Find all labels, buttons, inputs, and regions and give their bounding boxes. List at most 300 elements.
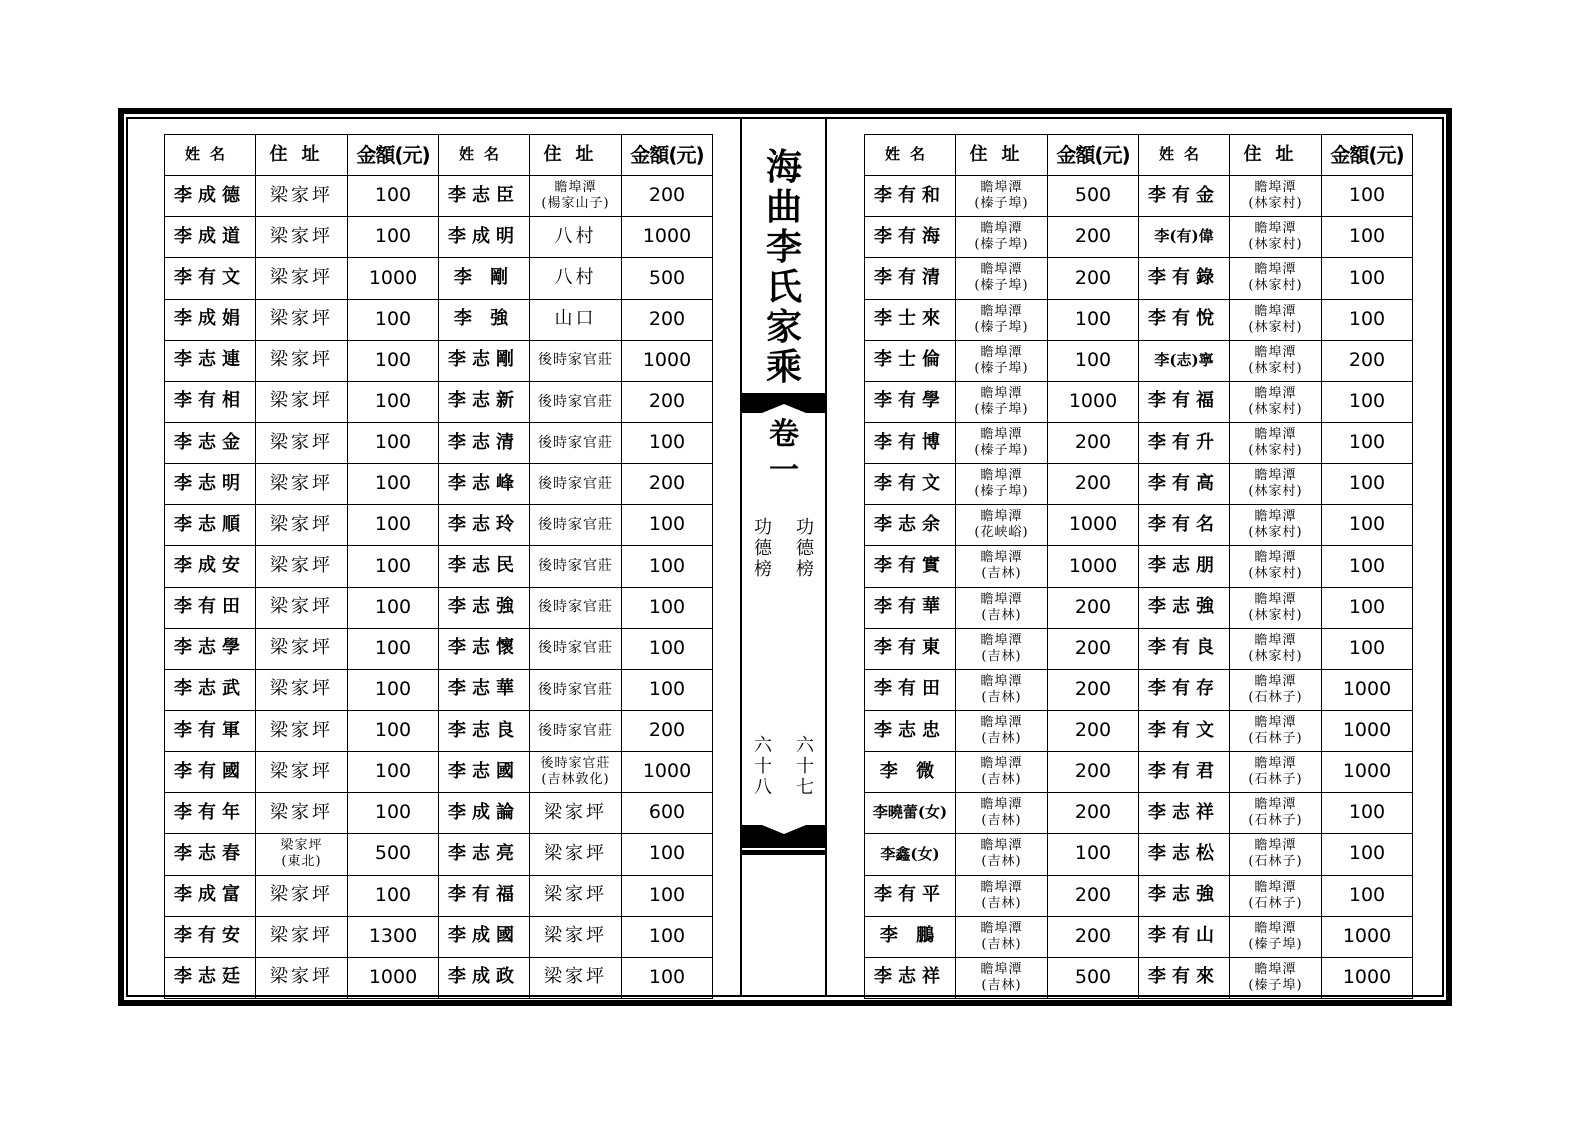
- donor-name: 李志連: [165, 340, 256, 381]
- donor-name: 李有山: [1139, 916, 1230, 957]
- header-row: [865, 135, 1413, 176]
- header-name: 姓名: [165, 135, 256, 176]
- address-cell: 梁家坪: [530, 916, 622, 957]
- donation-amount: 100: [1322, 546, 1413, 587]
- donor-name: 李有東: [865, 628, 956, 669]
- address-subline: (石林子): [1248, 689, 1303, 705]
- left-section-label: [752, 517, 774, 580]
- address-cell: 八村: [530, 217, 622, 258]
- donation-amount: 200: [622, 381, 713, 422]
- table-row: [865, 546, 1413, 587]
- volume-label: [742, 417, 826, 489]
- donation-amount: 100: [1322, 464, 1413, 505]
- address-line: 瞻埠潭: [1254, 797, 1297, 813]
- address-cell: [956, 875, 1048, 916]
- table-row: [165, 176, 713, 217]
- address-subline: (林家村): [1248, 237, 1303, 253]
- label-char: 德: [754, 538, 772, 559]
- donation-amount: 100: [622, 628, 713, 669]
- donor-name: 李成道: [165, 217, 256, 258]
- donation-amount: 500: [622, 258, 713, 299]
- donation-amount: 1000: [1048, 505, 1139, 546]
- address-line: 瞻埠潭: [980, 550, 1023, 566]
- address-line: 瞻埠潭: [1254, 879, 1297, 895]
- donation-amount: 1000: [622, 752, 713, 793]
- donor-name: 李成國: [439, 916, 530, 957]
- donor-name: 李有田: [165, 587, 256, 628]
- address-subline: (吉林): [981, 813, 1022, 829]
- donor-name: 李成安: [165, 546, 256, 587]
- donor-name: 李有軍: [165, 710, 256, 751]
- donor-name: 李成政: [439, 957, 530, 998]
- address-line: 瞻埠潭: [980, 427, 1023, 443]
- spine-title-char: 乘: [765, 346, 802, 388]
- address-subline: (吉林): [981, 854, 1022, 870]
- donation-amount: 200: [622, 710, 713, 751]
- address-cell: [956, 340, 1048, 381]
- address-line: 瞻埠潭: [1254, 468, 1297, 484]
- address-cell: 後時家官莊: [530, 546, 622, 587]
- address-subline: (榛子埠): [974, 484, 1029, 500]
- donation-amount: 100: [622, 669, 713, 710]
- address-subline: (吉林): [981, 566, 1022, 582]
- page-num-char: 六: [796, 735, 814, 756]
- address-cell: [1230, 381, 1322, 422]
- donation-amount: 100: [348, 628, 439, 669]
- donor-name: 李有平: [865, 875, 956, 916]
- address-subline: (吉林): [981, 731, 1022, 747]
- address-subline: (林家村): [1248, 607, 1303, 623]
- address-cell: [956, 793, 1048, 834]
- donation-amount: 100: [622, 957, 713, 998]
- donation-amount: 100: [1322, 834, 1413, 875]
- page-num-char: 六: [754, 735, 772, 756]
- donation-amount: 200: [1048, 628, 1139, 669]
- header-address: 住址: [956, 135, 1048, 176]
- address-line: 瞻埠潭: [1254, 303, 1297, 319]
- donation-amount: 100: [348, 587, 439, 628]
- address-cell: 梁家坪: [256, 793, 348, 834]
- donation-amount: 100: [348, 669, 439, 710]
- donor-name: 李成德: [165, 176, 256, 217]
- address-subline: (吉林): [981, 977, 1022, 993]
- address-line: 瞻埠潭: [1254, 715, 1297, 731]
- donation-amount: 100: [1322, 217, 1413, 258]
- donation-amount: 600: [622, 793, 713, 834]
- header-row: [165, 135, 713, 176]
- donor-name: 李志朋: [1139, 546, 1230, 587]
- address-cell: 梁家坪: [256, 669, 348, 710]
- table-row: [865, 299, 1413, 340]
- donor-name: 李志武: [165, 669, 256, 710]
- address-cell: [956, 710, 1048, 751]
- table-row: [865, 957, 1413, 998]
- address-cell: [1230, 834, 1322, 875]
- donor-name: 李有錄: [1139, 258, 1230, 299]
- table-row: [865, 669, 1413, 710]
- donation-amount: 100: [622, 587, 713, 628]
- donation-amount: 100: [1322, 793, 1413, 834]
- donation-amount: 100: [1322, 258, 1413, 299]
- donor-name: 李有年: [165, 793, 256, 834]
- donation-amount: 100: [1322, 176, 1413, 217]
- address-subline: (林家村): [1248, 360, 1303, 376]
- donor-name: 李志國: [439, 752, 530, 793]
- donor-name: 李志華: [439, 669, 530, 710]
- address-subline: (林家村): [1248, 566, 1303, 582]
- donor-name: 李志忠: [865, 710, 956, 751]
- address-cell: 後時家官莊: [530, 340, 622, 381]
- address-cell: [530, 176, 622, 217]
- address-cell: 梁家坪: [256, 176, 348, 217]
- donor-name: 李志玲: [439, 505, 530, 546]
- table-row: [865, 217, 1413, 258]
- address-cell: [956, 916, 1048, 957]
- spine-title-char: 李: [765, 226, 802, 268]
- right-page-number: [794, 735, 816, 798]
- address-cell: [1230, 505, 1322, 546]
- address-cell: 八村: [530, 258, 622, 299]
- donor-name: 李志新: [439, 381, 530, 422]
- donation-amount: 500: [348, 834, 439, 875]
- address-subline: (石林子): [1248, 813, 1303, 829]
- header-amount: 金額(元): [622, 135, 713, 176]
- address-cell: [956, 422, 1048, 463]
- address-cell: [956, 258, 1048, 299]
- donation-amount: 1000: [1322, 957, 1413, 998]
- donation-amount: 200: [1048, 752, 1139, 793]
- donor-name: 李有田: [865, 669, 956, 710]
- header-name: 姓名: [1139, 135, 1230, 176]
- donation-amount: 100: [622, 422, 713, 463]
- donation-amount: 200: [1048, 916, 1139, 957]
- donor-name: 李有實: [865, 546, 956, 587]
- address-line: 瞻埠潭: [980, 509, 1023, 525]
- address-cell: [956, 669, 1048, 710]
- table-row: [865, 340, 1413, 381]
- donation-amount: 1000: [1322, 916, 1413, 957]
- table-row: [865, 505, 1413, 546]
- label-char: 榜: [754, 559, 772, 580]
- donor-name: 李士倫: [865, 340, 956, 381]
- address-cell: [956, 628, 1048, 669]
- label-char: 功: [754, 517, 772, 538]
- address-line: 瞻埠潭: [980, 180, 1023, 196]
- spine-band-top: [742, 393, 826, 413]
- donation-amount: 100: [1322, 505, 1413, 546]
- donation-amount: 1000: [1322, 669, 1413, 710]
- address-subline: (吉林): [981, 772, 1022, 788]
- header-amount: 金額(元): [1048, 135, 1139, 176]
- donor-name: 李成富: [165, 875, 256, 916]
- donation-amount: 200: [622, 464, 713, 505]
- table-row: [165, 587, 713, 628]
- volume-char: 一: [769, 453, 799, 488]
- header-amount: 金額(元): [348, 135, 439, 176]
- address-line: 瞻埠潭: [980, 468, 1023, 484]
- address-cell: [956, 464, 1048, 505]
- spine-title-char: 曲: [765, 186, 802, 228]
- donation-amount: 1000: [622, 217, 713, 258]
- donor-name: 李志剛: [439, 340, 530, 381]
- donation-amount: 100: [348, 299, 439, 340]
- address-subline: (榛子埠): [974, 443, 1029, 459]
- address-line: 瞻埠潭: [980, 879, 1023, 895]
- address-subline: (榛子埠): [974, 401, 1029, 417]
- donor-name: 李有相: [165, 381, 256, 422]
- donation-amount: 1000: [1048, 546, 1139, 587]
- address-cell: [956, 957, 1048, 998]
- donor-name: 李志峰: [439, 464, 530, 505]
- address-subline: (吉林): [981, 936, 1022, 952]
- address-cell: [1230, 916, 1322, 957]
- address-cell: 後時家官莊: [530, 422, 622, 463]
- donor-name: 李有名: [1139, 505, 1230, 546]
- donor-name: 李有清: [865, 258, 956, 299]
- table-row: [865, 793, 1413, 834]
- address-cell: 梁家坪: [256, 258, 348, 299]
- address-cell: 梁家坪: [256, 299, 348, 340]
- table-row: [865, 628, 1413, 669]
- address-cell: 梁家坪: [530, 793, 622, 834]
- address-cell: [1230, 669, 1322, 710]
- address-subline: (榛子埠): [1248, 977, 1303, 993]
- table-row: [165, 710, 713, 751]
- donor-name: 李有良: [1139, 628, 1230, 669]
- donation-amount: 100: [622, 834, 713, 875]
- address-line: 瞻埠潭: [1254, 673, 1297, 689]
- header-name: 姓名: [439, 135, 530, 176]
- address-subline: (林家村): [1248, 525, 1303, 541]
- address-subline: (林家村): [1248, 443, 1303, 459]
- address-subline: (榛子埠): [1248, 936, 1303, 952]
- address-line: 瞻埠潭: [980, 221, 1023, 237]
- address-cell: [1230, 710, 1322, 751]
- spine-title-char: 氏: [765, 266, 802, 308]
- address-line: 瞻埠潭: [554, 180, 597, 196]
- donation-amount: 500: [1048, 176, 1139, 217]
- donation-amount: 100: [1322, 381, 1413, 422]
- address-cell: [956, 299, 1048, 340]
- donation-amount: 200: [622, 299, 713, 340]
- address-cell: 梁家坪: [256, 381, 348, 422]
- donor-name: 李有高: [1139, 464, 1230, 505]
- spine-band-bottom: [742, 825, 826, 855]
- donor-name: 李 強: [439, 299, 530, 340]
- donation-amount: 200: [1048, 217, 1139, 258]
- address-subline: (林家村): [1248, 648, 1303, 664]
- donor-name: 李志春: [165, 834, 256, 875]
- address-line: 瞻埠潭: [980, 632, 1023, 648]
- address-subline: (林家村): [1248, 484, 1303, 500]
- address-cell: 後時家官莊: [530, 587, 622, 628]
- address-cell: 後時家官莊: [530, 464, 622, 505]
- donor-name: 李志良: [439, 710, 530, 751]
- donor-name: 李志廷: [165, 957, 256, 998]
- address-subline: (榛子埠): [974, 360, 1029, 376]
- header-amount: 金額(元): [1322, 135, 1413, 176]
- right-section-label: [794, 517, 816, 580]
- address-line: 瞻埠潭: [980, 673, 1023, 689]
- table-row: [865, 710, 1413, 751]
- address-line: 瞻埠潭: [980, 797, 1023, 813]
- donation-amount: 1000: [348, 957, 439, 998]
- donation-amount: 200: [1048, 422, 1139, 463]
- donation-amount: 100: [1322, 875, 1413, 916]
- donation-amount: 100: [348, 752, 439, 793]
- address-cell: 梁家坪: [256, 710, 348, 751]
- table-row: [165, 258, 713, 299]
- address-cell: [1230, 299, 1322, 340]
- volume-char: 卷: [769, 417, 799, 452]
- address-subline: (楊家山子): [541, 196, 610, 212]
- donor-name: 李志祥: [865, 957, 956, 998]
- header-name: 姓名: [865, 135, 956, 176]
- address-cell: [1230, 217, 1322, 258]
- address-cell: 梁家坪: [256, 628, 348, 669]
- spine-title-char: 家: [765, 306, 802, 348]
- address-cell: [956, 834, 1048, 875]
- label-char: 功: [796, 517, 814, 538]
- address-cell: [1230, 422, 1322, 463]
- label-char: 德: [796, 538, 814, 559]
- donor-name: 李有文: [865, 464, 956, 505]
- address-subline: (吉林): [981, 648, 1022, 664]
- address-cell: [956, 752, 1048, 793]
- address-line: 瞻埠潭: [1254, 262, 1297, 278]
- address-cell: [1230, 793, 1322, 834]
- address-subline: (石林子): [1248, 772, 1303, 788]
- address-cell: [956, 217, 1048, 258]
- address-subline: (石林子): [1248, 854, 1303, 870]
- address-cell: [956, 505, 1048, 546]
- address-cell: 梁家坪: [256, 505, 348, 546]
- address-line: 瞻埠潭: [1254, 221, 1297, 237]
- table-row: [165, 834, 713, 875]
- donation-amount: 100: [348, 875, 439, 916]
- donation-amount: 100: [348, 546, 439, 587]
- donor-name: 李有福: [1139, 381, 1230, 422]
- donor-name: 李 鵬: [865, 916, 956, 957]
- table-row: [165, 299, 713, 340]
- table-row: [865, 587, 1413, 628]
- address-subline: (吉林): [981, 607, 1022, 623]
- donor-name: 李志臣: [439, 176, 530, 217]
- donation-amount: 100: [622, 875, 713, 916]
- address-line: 瞻埠潭: [1254, 385, 1297, 401]
- donor-name: 李志明: [165, 464, 256, 505]
- table-row: [865, 464, 1413, 505]
- address-cell: 後時家官莊: [530, 669, 622, 710]
- address-subline: (林家村): [1248, 319, 1303, 335]
- address-subline: (榛子埠): [974, 237, 1029, 253]
- donor-name: 李有學: [865, 381, 956, 422]
- address-cell: [1230, 340, 1322, 381]
- page-num-char: 十: [754, 756, 772, 777]
- address-cell: 梁家坪: [530, 957, 622, 998]
- address-cell: 梁家坪: [256, 340, 348, 381]
- address-cell: 後時家官莊: [530, 381, 622, 422]
- address-subline: (林家村): [1248, 196, 1303, 212]
- address-line: 瞻埠潭: [1254, 961, 1297, 977]
- table-row: [165, 505, 713, 546]
- address-cell: [1230, 957, 1322, 998]
- donor-name: 李有君: [1139, 752, 1230, 793]
- address-cell: 梁家坪: [530, 875, 622, 916]
- donor-name: 李有海: [865, 217, 956, 258]
- donation-amount: 200: [1048, 464, 1139, 505]
- table-row: [865, 752, 1413, 793]
- address-subline: (榛子埠): [974, 319, 1029, 335]
- donor-name: 李(志)寧: [1139, 340, 1230, 381]
- address-line: 瞻埠潭: [1254, 838, 1297, 854]
- address-cell: 後時家官莊: [530, 710, 622, 751]
- donation-amount: 100: [1048, 834, 1139, 875]
- donor-name: 李有悅: [1139, 299, 1230, 340]
- donor-name: 李志亮: [439, 834, 530, 875]
- donor-name: 李志強: [1139, 587, 1230, 628]
- address-subline: (東北): [281, 854, 322, 870]
- donation-amount: 100: [1322, 299, 1413, 340]
- address-cell: 梁家坪: [256, 464, 348, 505]
- donation-amount: 100: [348, 464, 439, 505]
- label-char: 榜: [796, 559, 814, 580]
- address-cell: [1230, 587, 1322, 628]
- donation-amount: 1000: [1322, 710, 1413, 751]
- donation-amount: 100: [348, 340, 439, 381]
- donation-amount: 100: [348, 505, 439, 546]
- donor-name: 李志強: [1139, 875, 1230, 916]
- donor-name: 李成明: [439, 217, 530, 258]
- donor-name: 李有存: [1139, 669, 1230, 710]
- donor-name: 李志強: [439, 587, 530, 628]
- donation-amount: 100: [622, 546, 713, 587]
- donor-name: 李有華: [865, 587, 956, 628]
- address-cell: [956, 546, 1048, 587]
- donation-amount: 200: [1048, 793, 1139, 834]
- donor-name: 李志松: [1139, 834, 1230, 875]
- address-cell: 後時家官莊: [530, 628, 622, 669]
- address-line: 瞻埠潭: [1254, 756, 1297, 772]
- address-subline: (吉林): [981, 895, 1022, 911]
- table-row: [865, 916, 1413, 957]
- donor-name: 李士來: [865, 299, 956, 340]
- header-address: 住址: [530, 135, 622, 176]
- address-line: 瞻埠潭: [980, 344, 1023, 360]
- donor-name: 李成論: [439, 793, 530, 834]
- donor-name: 李志金: [165, 422, 256, 463]
- donation-amount: 100: [1322, 422, 1413, 463]
- donor-name: 李志懷: [439, 628, 530, 669]
- address-cell: 梁家坪: [256, 875, 348, 916]
- donor-name: 李有升: [1139, 422, 1230, 463]
- table-row: [165, 464, 713, 505]
- address-line: 瞻埠潭: [980, 961, 1023, 977]
- table-row: [165, 340, 713, 381]
- address-subline: (榛子埠): [974, 196, 1029, 212]
- donation-amount: 200: [1048, 258, 1139, 299]
- table-row: [165, 793, 713, 834]
- table-row: [865, 381, 1413, 422]
- left-page-number: [752, 735, 774, 798]
- address-line: 瞻埠潭: [1254, 509, 1297, 525]
- address-line: 瞻埠潭: [980, 385, 1023, 401]
- donation-amount: 100: [1322, 587, 1413, 628]
- address-line: 瞻埠潭: [1254, 591, 1297, 607]
- right-donor-table: [864, 134, 1413, 999]
- spine-title: [742, 147, 826, 387]
- donor-name: 李有來: [1139, 957, 1230, 998]
